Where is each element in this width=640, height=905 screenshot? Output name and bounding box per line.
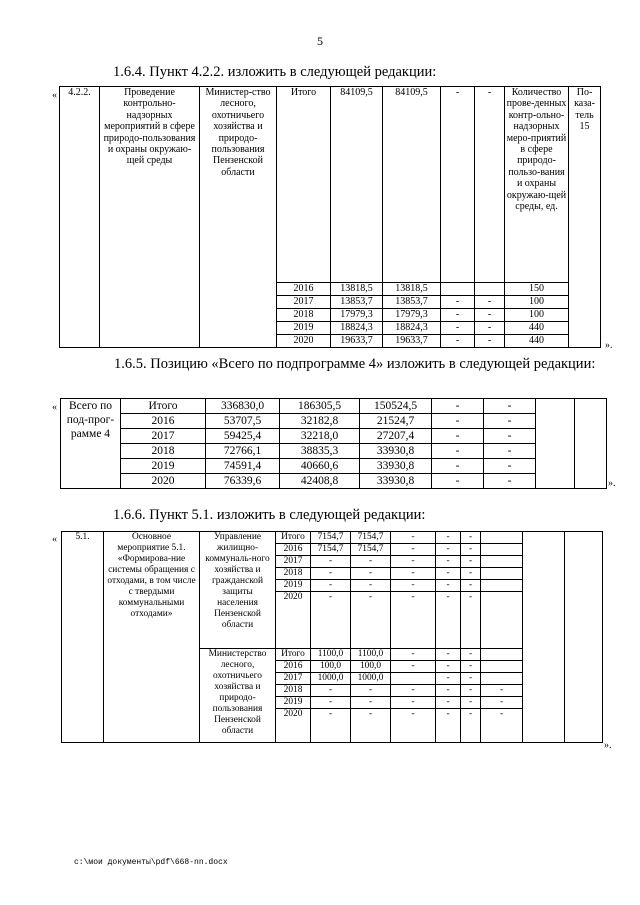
budget-cell: - (481, 685, 523, 697)
budget-cell: - (391, 592, 436, 649)
year-cell: 2019 (276, 697, 311, 709)
regional-budget-cell: 18824,3 (383, 322, 441, 335)
section-3-heading: 1.6.6. Пункт 5.1. изложить в следующей редакции: (113, 507, 426, 523)
budget-cell: 186305,5 (280, 399, 360, 414)
budget-cell: - (391, 709, 436, 743)
indicator-name-cell: Количество прове-денных контр-ольно-надзорных меро-приятий в сфере природо-пользо-вания и охраны окружаю-щей среды, ед. (505, 87, 569, 283)
regional-budget-cell: 17979,3 (383, 309, 441, 322)
budget-cell: - (475, 87, 505, 283)
total-cell: 84109,5 (331, 87, 383, 283)
budget-cell: - (436, 649, 461, 661)
subprogram-total-label: Всего по под-прог-рамме 4 (61, 399, 121, 489)
total-cell: - (311, 556, 351, 568)
budget-cell: - (436, 556, 461, 568)
page-number: 5 (317, 34, 323, 48)
budget-cell: - (436, 685, 461, 697)
budget-cell: - (461, 532, 481, 544)
event-code-cell: 4.2.2. (60, 87, 100, 348)
event-code-cell: 5.1. (62, 532, 104, 743)
total-cell: - (311, 685, 351, 697)
table-row (60, 87, 601, 283)
section-2-table (60, 398, 607, 489)
section-3-table (61, 531, 603, 743)
regional-budget-cell: - (351, 568, 391, 580)
budget-cell: - (436, 580, 461, 592)
total-cell: 1100,0 (311, 649, 351, 661)
budget-cell: - (481, 709, 523, 743)
section-2-close-quote: ». (608, 478, 616, 489)
regional-budget-cell: - (351, 556, 391, 568)
year-cell: 2019 (276, 580, 311, 592)
budget-cell: - (391, 556, 436, 568)
budget-cell (481, 649, 523, 661)
budget-cell: 21524,7 (360, 414, 432, 429)
total-cell: 1000,0 (311, 673, 351, 685)
budget-cell: - (461, 673, 481, 685)
executor-cell: Министерство лесного, охотничьего хозяйства и природо-пользования Пензенской области (200, 649, 276, 743)
total-cell: 18824,3 (331, 322, 383, 335)
regional-budget-cell: 7154,7 (351, 544, 391, 556)
event-name-cell: Основное мероприятие 5.1. «Формирова-ние системы обращения с отходами, в том числе с твердыми коммунальными отходами» (104, 532, 200, 743)
budget-cell: 150524,5 (360, 399, 432, 414)
budget-cell: - (391, 580, 436, 592)
budget-cell: - (475, 309, 505, 322)
empty-cell (481, 592, 523, 649)
budget-cell: 40660,6 (280, 459, 360, 474)
budget-cell: - (441, 87, 475, 283)
budget-cell: - (461, 568, 481, 580)
budget-cell: - (461, 685, 481, 697)
budget-cell: - (391, 532, 436, 544)
budget-cell: - (436, 697, 461, 709)
budget-cell: - (475, 335, 505, 348)
empty-cell (481, 580, 523, 592)
total-cell: 59425,4 (206, 429, 280, 444)
budget-cell: - (391, 697, 436, 709)
budget-cell (441, 283, 475, 296)
budget-cell: - (461, 556, 481, 568)
section-2-heading: 1.6.5. Позицию «Всего по подпрограмме 4» изложить в следующей редакции: (114, 356, 596, 372)
year-cell: 2020 (277, 335, 331, 348)
indicator-code-cell: По-каза-тель 15 (569, 87, 601, 348)
year-cell: 2020 (276, 709, 311, 743)
total-cell: - (311, 697, 351, 709)
indicator-value-cell: 440 (505, 335, 569, 348)
section-3-close-quote: ». (604, 740, 612, 751)
budget-cell: - (441, 309, 475, 322)
year-cell: Итого (276, 532, 311, 544)
regional-budget-cell: 1000,0 (351, 673, 391, 685)
empty-cell (481, 568, 523, 580)
budget-cell: - (436, 544, 461, 556)
budget-cell: - (461, 592, 481, 649)
budget-cell: - (432, 429, 484, 444)
regional-budget-cell: - (351, 592, 391, 649)
section-1-close-quote: ». (605, 340, 613, 351)
total-cell: - (311, 568, 351, 580)
year-cell: 2017 (277, 296, 331, 309)
budget-cell: 27207,4 (360, 429, 432, 444)
budget-cell: 33930,8 (360, 459, 432, 474)
budget-cell (481, 673, 523, 685)
empty-cell (481, 544, 523, 556)
budget-cell: - (484, 459, 536, 474)
budget-cell: - (432, 444, 484, 459)
budget-cell: - (436, 568, 461, 580)
total-cell: 7154,7 (311, 532, 351, 544)
budget-cell: - (441, 322, 475, 335)
budget-cell: - (461, 580, 481, 592)
total-cell: 19633,7 (331, 335, 383, 348)
budget-cell: - (432, 459, 484, 474)
executor-cell: Министер-ство лесного, охотничьего хозяйства и природо-пользования Пензенской области (200, 87, 277, 348)
year-cell: 2020 (121, 474, 206, 489)
event-name-cell: Проведение контрольно-надзорных мероприятий в сфере природо-пользования и охраны окружаю-щей среды (100, 87, 200, 348)
budget-cell: - (484, 399, 536, 414)
budget-cell: - (432, 399, 484, 414)
file-path-footer: c:\мои документы\pdf\668-nn.docx (74, 858, 228, 867)
total-cell: 76339,6 (206, 474, 280, 489)
total-cell: 74591,4 (206, 459, 280, 474)
budget-cell: - (436, 661, 461, 673)
year-cell: 2019 (277, 322, 331, 335)
budget-cell: - (484, 429, 536, 444)
regional-budget-cell: 7154,7 (351, 532, 391, 544)
indicator-value-cell: 100 (505, 296, 569, 309)
empty-cell (481, 532, 523, 544)
year-cell: 2016 (276, 661, 311, 673)
total-cell: 336830,0 (206, 399, 280, 414)
year-cell: 2020 (276, 592, 311, 649)
empty-cell (523, 532, 565, 743)
budget-cell: - (461, 709, 481, 743)
budget-cell: - (441, 296, 475, 309)
regional-budget-cell: - (351, 697, 391, 709)
budget-cell: - (391, 568, 436, 580)
budget-cell: - (484, 414, 536, 429)
total-cell: - (311, 580, 351, 592)
budget-cell: - (391, 649, 436, 661)
budget-cell: 32182,8 (280, 414, 360, 429)
budget-cell: - (481, 697, 523, 709)
regional-budget-cell: 84109,5 (383, 87, 441, 283)
regional-budget-cell: 1100,0 (351, 649, 391, 661)
empty-cell (481, 556, 523, 568)
budget-cell: - (436, 532, 461, 544)
section-1-open-quote: « (52, 90, 57, 101)
regional-budget-cell: - (351, 580, 391, 592)
budget-cell: - (475, 296, 505, 309)
budget-cell: - (391, 685, 436, 697)
empty-cell (575, 399, 607, 489)
table-row (61, 399, 607, 414)
budget-cell: - (484, 474, 536, 489)
budget-cell: 42408,8 (280, 474, 360, 489)
table-row (61, 459, 607, 474)
year-cell: 2017 (121, 429, 206, 444)
total-cell: 13853,7 (331, 296, 383, 309)
regional-budget-cell: 13818,5 (383, 283, 441, 296)
budget-cell: - (436, 673, 461, 685)
year-cell: Итого (121, 399, 206, 414)
budget-cell: 38835,3 (280, 444, 360, 459)
total-cell: 13818,5 (331, 283, 383, 296)
budget-cell: 32218,0 (280, 429, 360, 444)
year-cell: 2018 (121, 444, 206, 459)
year-cell: 2016 (277, 283, 331, 296)
year-cell: Итого (277, 87, 331, 283)
budget-cell: - (461, 697, 481, 709)
total-cell: 7154,7 (311, 544, 351, 556)
regional-budget-cell: - (351, 709, 391, 743)
table-row (61, 414, 607, 429)
year-cell: 2019 (121, 459, 206, 474)
year-cell: 2016 (121, 414, 206, 429)
budget-cell: - (484, 444, 536, 459)
table-row (62, 532, 603, 544)
executor-cell: Управление жилищно-коммуналь-ного хозяйства и гражданской защиты населения Пензенской области (200, 532, 276, 649)
table-row (61, 444, 607, 459)
total-cell: 100,0 (311, 661, 351, 673)
section-2-open-quote: « (52, 402, 57, 413)
total-cell: 53707,5 (206, 414, 280, 429)
budget-cell: 33930,8 (360, 444, 432, 459)
regional-budget-cell: 100,0 (351, 661, 391, 673)
year-cell: 2017 (276, 556, 311, 568)
total-cell: 72766,1 (206, 444, 280, 459)
section-1-heading: 1.6.4. Пункт 4.2.2. изложить в следующей редакции: (113, 64, 437, 80)
budget-cell (475, 283, 505, 296)
budget-cell: 33930,8 (360, 474, 432, 489)
regional-budget-cell: 19633,7 (383, 335, 441, 348)
budget-cell: - (436, 592, 461, 649)
table-row (61, 429, 607, 444)
year-cell: Итого (276, 649, 311, 661)
year-cell: 2018 (276, 685, 311, 697)
indicator-value-cell: 100 (505, 309, 569, 322)
budget-cell: - (475, 322, 505, 335)
year-cell: 2018 (276, 568, 311, 580)
budget-cell: - (461, 661, 481, 673)
budget-cell (391, 673, 436, 685)
budget-cell: - (391, 661, 436, 673)
budget-cell: - (391, 544, 436, 556)
year-cell: 2018 (277, 309, 331, 322)
section-1-table (59, 86, 601, 348)
budget-cell: - (461, 544, 481, 556)
indicator-value-cell: 440 (505, 322, 569, 335)
table-row (61, 474, 607, 489)
budget-cell: - (441, 335, 475, 348)
budget-cell: - (432, 414, 484, 429)
total-cell: - (311, 709, 351, 743)
year-cell: 2017 (276, 673, 311, 685)
budget-cell (481, 661, 523, 673)
indicator-value-cell: 150 (505, 283, 569, 296)
regional-budget-cell: 13853,7 (383, 296, 441, 309)
section-3-open-quote: « (52, 534, 57, 545)
regional-budget-cell: - (351, 685, 391, 697)
total-cell: 17979,3 (331, 309, 383, 322)
empty-cell (536, 399, 575, 489)
total-cell: - (311, 592, 351, 649)
empty-cell (565, 532, 603, 743)
budget-cell: - (436, 709, 461, 743)
budget-cell: - (461, 649, 481, 661)
budget-cell: - (432, 474, 484, 489)
year-cell: 2016 (276, 544, 311, 556)
